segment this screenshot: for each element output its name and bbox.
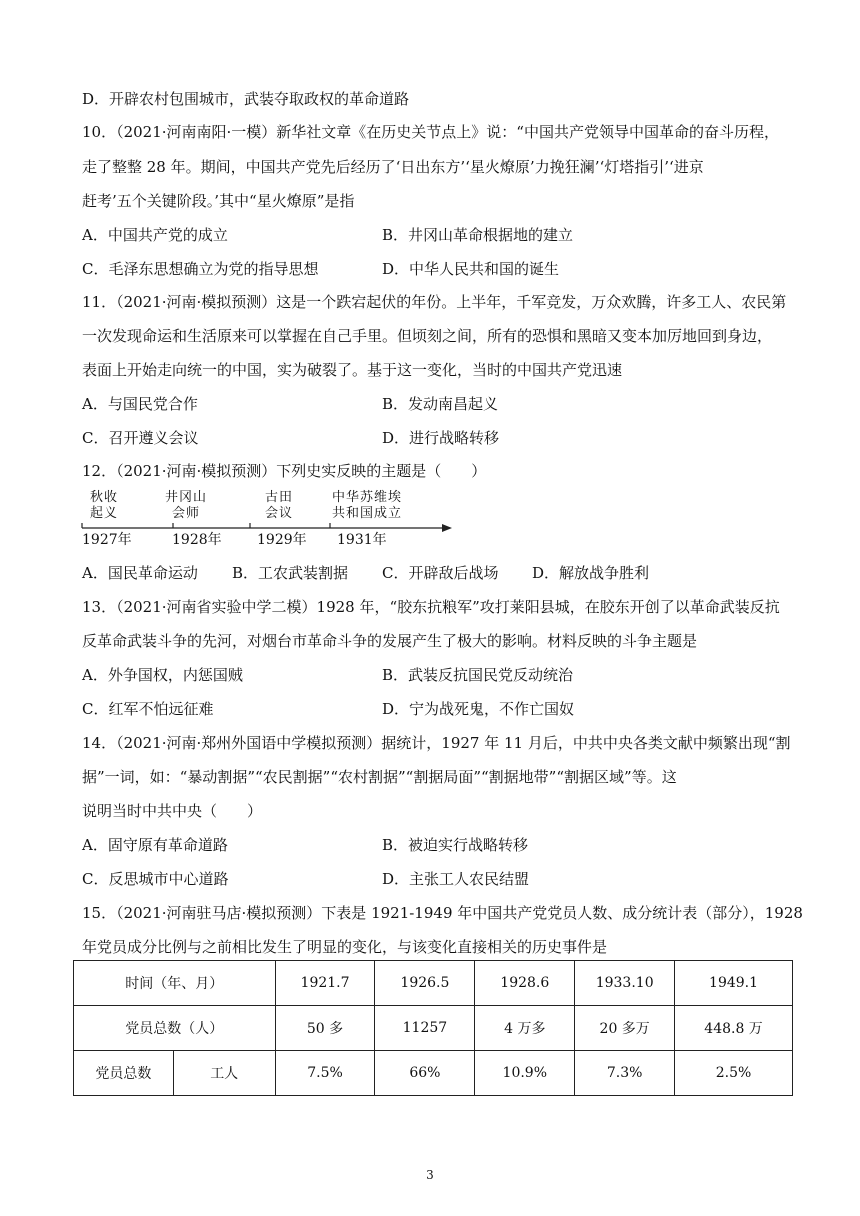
q11-option-b[interactable]: B．发动南昌起义 [382,395,499,413]
table-header-time: 时间（年、月） [74,961,276,1006]
q10-option-b[interactable]: B．井冈山革命根据地的建立 [382,226,574,244]
table-cell: 2.5% [675,1051,793,1096]
timeline-event-4: 中华苏维埃 共和国成立 [332,490,403,521]
table-header-total: 党员总数（人） [74,1006,276,1051]
q11-option-d[interactable]: D．进行战略转移 [382,429,500,447]
table-cell: 1926.5 [375,961,475,1006]
table-cell: 4 万多 [475,1006,575,1051]
q15-stem-line-2: 年党员成分比例与之前相比发生了明显的变化，与该变化直接相关的历史事件是 [82,938,608,956]
q10-option-c[interactable]: C．毛泽东思想确立为党的指导思想 [82,260,319,278]
table-row [74,1051,793,1096]
q15-stem-line-1: 15．（2021·河南驻马店·模拟预测）下表是 1921-1949 年中国共产党党员人数、成分统计表（部分），1928 [82,904,803,922]
q13-option-d[interactable]: D．宁为战死鬼，不作亡国奴 [382,700,575,718]
q14-stem-line-1: 14．（2021·河南·郑州外国语中学模拟预测）据统计，1927 年 11 月后，中共中央各类文献中频繁出现“割 [82,734,791,752]
q12-stem: 12．（2021·河南·模拟预测）下列史实反映的主题是（ ） [82,462,487,480]
q14-option-a[interactable]: A．固守原有革命道路 [82,836,228,854]
party-member-stats-table [73,960,793,1096]
q12-option-a[interactable]: A．国民革命运动 [82,564,198,582]
table-cell: 1921.7 [275,961,375,1006]
q13-stem-line-2: 反革命武装斗争的先河，对烟台市革命斗争的发展产生了极大的影响。材料反映的斗争主题是 [82,632,698,650]
q11-stem-line-2: 一次发现命运和生活原来可以掌握在自己手里。但顷刻之间，所有的恐惧和黑暗又变本加厉地回到身边， [82,327,773,345]
q10-stem-line-1: 10．（2021·河南南阳·一模）新华社文章《在历史关节点上》说：“中国共产党领导中国革命的奋斗历程， [82,123,779,141]
q10-option-a[interactable]: A．中国共产党的成立 [82,226,228,244]
table-cell: 1933.10 [575,961,675,1006]
timeline-event-2: 井冈山 会师 [165,490,208,521]
timeline-year-2: 1928年 [172,532,222,548]
q11-option-c[interactable]: C．召开遵义会议 [82,429,199,447]
q12-timeline [80,490,460,550]
table-cell: 66% [375,1051,475,1096]
timeline-arrow-icon [442,524,452,532]
table-header-workers: 工人 [173,1051,275,1096]
q11-option-a[interactable]: A．与国民党合作 [82,395,198,413]
q13-option-c[interactable]: C．红军不怕远征难 [82,700,214,718]
table-cell: 10.9% [475,1051,575,1096]
table-cell: 1928.6 [475,961,575,1006]
q13-option-a[interactable]: A．外争国权，内惩国贼 [82,666,243,684]
q9-option-d: D．开辟农村包围城市，武装夺取政权的革命道路 [82,90,410,108]
table-cell: 7.5% [275,1051,375,1096]
q14-option-d[interactable]: D．主张工人农民结盟 [382,870,530,888]
table-cell: 20 多万 [575,1006,675,1051]
table-cell: 1949.1 [675,961,793,1006]
table-row [74,1006,793,1051]
q14-option-c[interactable]: C．反思城市中心道路 [82,870,229,888]
q10-option-d[interactable]: D．中华人民共和国的诞生 [382,260,560,278]
q13-stem-line-1: 13．（2021·河南省实验中学二模）1928 年，“胶东抗粮军”攻打莱阳县城，在胶东开创了以革命武装反抗 [82,598,780,616]
timeline-year-1: 1927年 [82,532,132,548]
page-number: 3 [426,1168,434,1182]
q13-option-b[interactable]: B．武装反抗国民党反动统治 [382,666,574,684]
timeline-year-3: 1929年 [257,532,307,548]
table-cell: 50 多 [275,1006,375,1051]
table-cell: 7.3% [575,1051,675,1096]
timeline-event-1: 秋收 起义 [90,490,119,521]
q10-stem-line-3: 赶考’五个关键阶段。’其中“星火燎原”是指 [82,192,355,210]
table-cell: 448.8 万 [675,1006,793,1051]
table-cell: 11257 [375,1006,475,1051]
q14-option-b[interactable]: B．被迫实行战略转移 [382,836,529,854]
q11-stem-line-1: 11．（2021·河南·模拟预测）这是一个跌宕起伏的年份。上半年，千军竞发，万众欢腾，许多工人、农民第 [82,293,787,311]
table-header-members: 党员总数 [74,1051,174,1096]
timeline-event-3: 古田 会议 [265,490,294,521]
q11-stem-line-3: 表面上开始走向统一的中国，实为破裂了。基于这一变化，当时的中国共产党迅速 [82,361,623,379]
q12-option-b[interactable]: B．工农武装割据 [232,564,349,582]
timeline-year-4: 1931年 [337,532,387,548]
q14-stem-line-3: 说明当时中共中央（ ） [82,802,263,820]
table-row [74,961,793,1006]
q14-stem-line-2: 据”一词，如：“暴动割据”“农民割据”“农村割据”“割据局面”“割据地带”“割据区域”等。这 [82,768,677,786]
q12-option-d[interactable]: D．解放战争胜利 [532,564,650,582]
q10-stem-line-2: 走了整整 28 年。期间，中国共产党先后经历了‘日出东方’‘星火燎原’力挽狂澜’‘灯塔指引’‘进京 [82,158,704,176]
q12-option-c[interactable]: C．开辟敌后战场 [382,564,499,582]
